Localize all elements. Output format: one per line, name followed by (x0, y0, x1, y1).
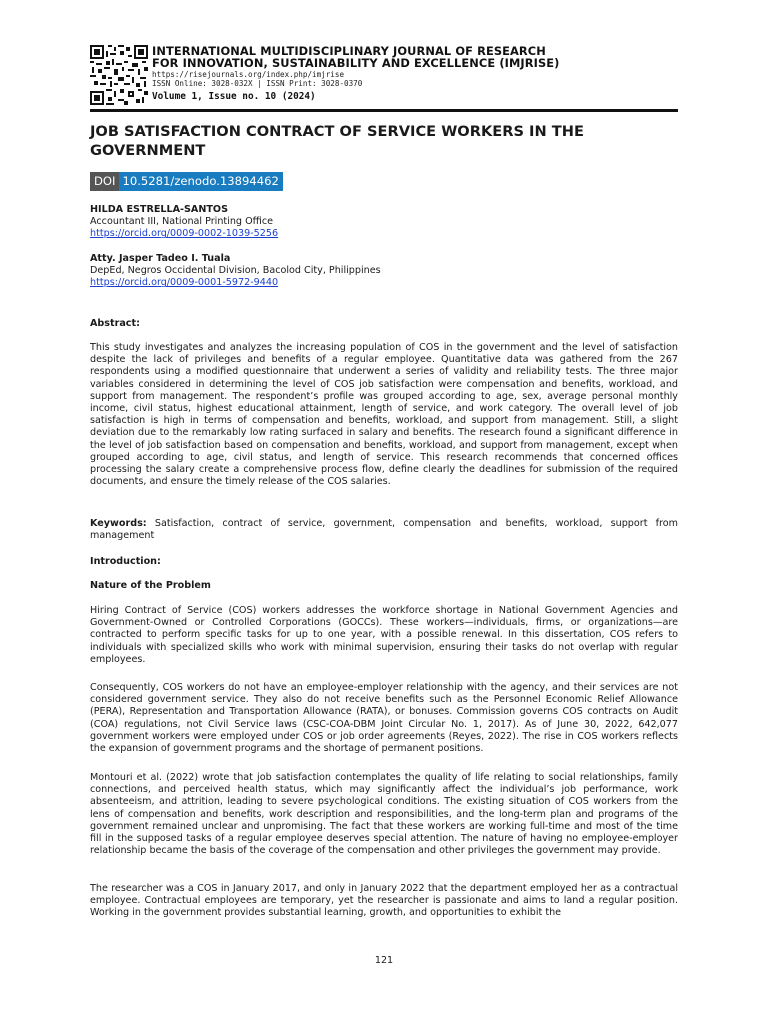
author-name: HILDA ESTRELLA-SANTOS (90, 204, 228, 215)
keywords-label: Keywords: (90, 518, 147, 529)
author-name: Atty. Jasper Tadeo I. Tuala (90, 253, 231, 264)
doi-value: 10.5281/zenodo.13894462 (119, 172, 282, 191)
paragraph: Consequently, COS workers do not have an employee-employer relationship with the agency, and their services are not considered government service. They also do not receive benefits such as the Personnel Economic Relief Allowance (PERA), Representation and Transportation Allowance (RATA), or bonuses. Commission governs COS contracts on Audit (COA) regulations, not Civil Service laws (CSC-COA-DBM Joint Circular No. 1, 2017). As of June 30, 2022, 642,077 government workers were employed under COS or job order agreements (Reyes, 2022). The rise in COS workers reflects the expansion of government programs and the shortage of permanent positions. (90, 682, 678, 755)
journal-header (90, 45, 678, 109)
article-title: JOB SATISFACTION CONTRACT OF SERVICE WORKERS IN THE GOVERNMENT (90, 123, 584, 159)
journal-issn: ISSN Online: 3028-032X | ISSN Print: 3028-0370 (152, 79, 363, 88)
author-orcid-link[interactable]: https://orcid.org/0009-0002-1039-5256 (90, 228, 279, 240)
journal-name-line-2: FOR INNOVATION, SUSTAINABILITY AND EXCELLENCE (IMJRISE) (152, 55, 560, 70)
author-affiliation: Accountant III, National Printing Office (90, 216, 274, 228)
author-affiliation: DepEd, Negros Occidental Division, Bacolod City, Philippines (90, 265, 381, 277)
paragraph: The researcher was a COS in January 2017, and only in January 2022 that the department employed her as a contractual employee. Contractual employees are temporary, yet the researcher is passionate and aims to land a regular position. Working in the government provides substantial learning, growth, and opportunities to exhibit the (90, 883, 678, 919)
page-number: 121 (374, 955, 394, 966)
author-block (90, 204, 590, 241)
journal-url[interactable]: https://risejournals.org/index.php/imjrise (152, 70, 345, 79)
abstract-heading: Abstract: (90, 318, 140, 329)
keywords (90, 518, 678, 542)
keywords-text: Satisfaction, contract of service, government, compensation and benefits, workload, support from management (90, 518, 678, 542)
journal-name-line-1: INTERNATIONAL MULTIDISCIPLINARY JOURNAL OF RESEARCH (152, 44, 546, 58)
journal-masthead (152, 46, 682, 103)
abstract-text: This study investigates and analyzes the increasing population of COS in the government and the level of satisfaction despite the lack of privileges and benefits of a regular employee. Quantitative data was gathered from the 267 respondents using a modified questionnaire that underwent a series of validity and reliability tests. The three major variables considered in determining the level of COS job satisfaction were compensation and benefits, workload, and support from management. The respondent’s profile was grouped according to age, sex, average personal monthly income, civil status, highest educational attainment, length of service, and work category. The overall level of job satisfaction is high in terms of compensation and benefits, workload, and support from management. Still, a slight deviation due to the remarkably low rating surfaced in salary and benefits. The research found a significant difference in the level of job satisfaction based on compensation and benefits, workload, and support from management, except when grouped according to age, civil status, and length of service. This research recommends that concerned offices processing the salary create a comprehensive process flow, define clearly the deadlines for submission of the required documents, and ensure the timely release of the COS salaries. (90, 342, 678, 488)
doi-badge[interactable] (90, 172, 283, 191)
introduction-heading: Introduction: (90, 556, 161, 567)
doi-label: DOI (90, 172, 119, 191)
qr-code-icon (90, 45, 148, 105)
paragraph: Montouri et al. (2022) wrote that job satisfaction contemplates the quality of life relating to social relationships, family connections, and perceived health status, which may significantly affect the individual’s job performance, work absenteeism, and attrition, leading to severe psychological conditions. The existing situation of COS workers from the lens of compensation and benefits, work description and responsibilities, and the long-term plan and programs of the government remained unclear and unpromising. The fact that these workers are working full-time and most of the time fill in the supposed tasks of a regular employee deserves special attention. The nature of having no employee-employer relationship became the basis of the coverage of the compensation and other privileges the government may provide. (90, 772, 678, 857)
author-orcid-link[interactable]: https://orcid.org/0009-0001-5972-9440 (90, 277, 279, 289)
author-block (90, 253, 590, 290)
section-subheading: Nature of the Problem (90, 580, 211, 591)
journal-volume: Volume 1, Issue no. 10 (2024) (152, 91, 316, 102)
paragraph: Hiring Contract of Service (COS) workers addresses the workforce shortage in National Government Agencies and Government-Owned or Controlled Corporations (GOCCs). These workers—individuals, firms, or organizations—are contracted to perform specific tasks for up to one year, with a possible renewal. In this dissertation, COS refers to individuals with specialized skills who work with minimal supervision, ensuring their tasks do not overlap with regular employees. (90, 605, 678, 665)
header-divider (90, 109, 678, 112)
